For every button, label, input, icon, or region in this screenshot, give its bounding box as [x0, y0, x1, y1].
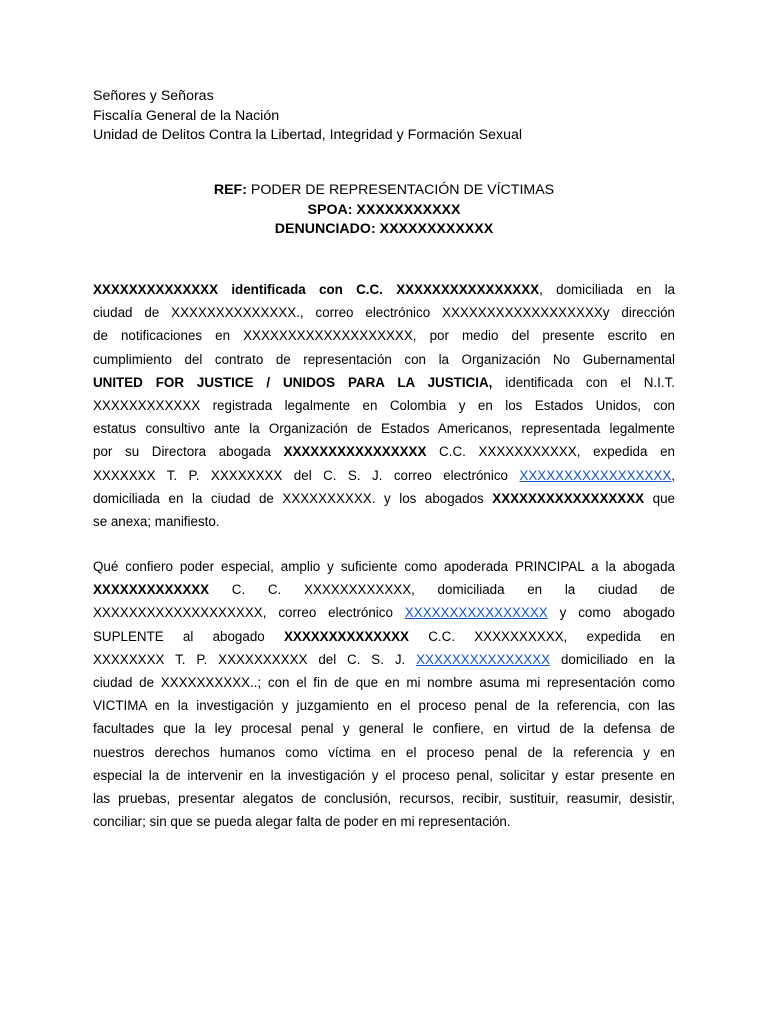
grantor-name: XXXXXXXXXXXXXX identificada con C.C. XXXXXXXXXXXXXXXX — [93, 282, 540, 297]
text-span: C.C. XXXXXXXXXXX, expedida en — [426, 444, 675, 460]
paragraph-line — [93, 648, 675, 671]
paragraph-line — [93, 440, 675, 463]
paragraph-power-grant — [93, 555, 675, 833]
denunciado-line: DENUNCIADO: XXXXXXXXXXXX — [274, 221, 494, 237]
paragraph-line — [93, 578, 675, 601]
paragraph-line — [93, 625, 675, 648]
lawyers-name: XXXXXXXXXXXXXXXXX — [492, 490, 645, 506]
principal-lawyer-name: XXXXXXXXXXXXX — [93, 582, 210, 598]
paragraph-line: conciliar; sin que se pueda alegar falta de poder en mi representación. — [93, 814, 511, 830]
paragraph-line: ciudad de XXXXXXXXXXXXXX., correo electrónico XXXXXXXXXXXXXXXXXXy dirección — [93, 305, 675, 321]
paragraph-line: XXXXXXXXXXXX registrada legalmente en Colombia y en los Estados Unidos, con — [93, 397, 675, 413]
paragraph-line: especial la de intervenir en la investigación y el proceso penal, solicitar y estar presente en — [93, 767, 675, 783]
principal-email-link[interactable]: XXXXXXXXXXXXXXXX — [404, 605, 548, 621]
text-span: domiciliado en la — [550, 651, 675, 667]
paragraph-line: cumplimiento del contrato de representación con la Organización No Gubernamental — [93, 351, 675, 367]
paragraph-line — [93, 487, 675, 510]
paragraph-line — [93, 601, 675, 624]
addressee-block — [93, 87, 693, 146]
paragraph-line: de notificaciones en XXXXXXXXXXXXXXXXXXX, por medio del presente escrito en — [93, 328, 675, 344]
text-span: SUPLENTE al abogado — [93, 628, 284, 644]
paragraph-line — [93, 464, 675, 487]
ref-label: REF: — [213, 182, 247, 198]
paragraph-line — [93, 278, 675, 301]
director-name: XXXXXXXXXXXXXXXX — [283, 444, 427, 460]
paragraph-line: estatus consultivo ante la Organización de Estados Americanos, representada legalmente — [93, 421, 675, 437]
text-span: C.C. XXXXXXXXXX, expedida en — [409, 628, 675, 644]
text-span: domiciliada en la ciudad de XXXXXXXXXX. y los abogados — [93, 490, 493, 506]
spoa-line: SPOA: XXXXXXXXXXX — [307, 201, 461, 218]
paragraph-line: se anexa; manifiesto. — [93, 513, 220, 529]
paragraph-line: facultades que la ley procesal penal y general le confiere, en virtud de la defensa de — [93, 721, 675, 737]
text-span: , domiciliada en la — [539, 282, 675, 297]
substitute-lawyer-name: XXXXXXXXXXXXXX — [283, 628, 409, 644]
organization-name: UNITED FOR JUSTICE / UNIDOS PARA LA JUSTICIA, — [93, 374, 493, 390]
text-span: , — [671, 467, 675, 483]
paragraph-line: VICTIMA en la investigación y juzgamiento en el proceso penal de la referencia, con las — [93, 698, 675, 714]
text-span: que — [644, 490, 675, 506]
ref-line — [93, 181, 675, 201]
text-span: y como abogado — [547, 605, 675, 621]
paragraph-line — [93, 371, 675, 394]
text-span: XXXXXXXX T. P. XXXXXXXXXX del C. S. J. — [93, 651, 417, 667]
paragraph-line: las pruebas, presentar alegatos de conclusión, recursos, recibir, sustituir, reasumir, desistir, — [93, 790, 675, 806]
paragraph-line: ciudad de XXXXXXXXXX..; con el fin de que en mi nombre asuma mi representación como — [93, 674, 675, 690]
paragraph-grantor — [93, 278, 675, 533]
ref-text: PODER DE REPRESENTACIÓN DE VÍCTIMAS — [246, 182, 555, 198]
text-span: XXXXXXXXXXXXXXXXXXX, correo electrónico — [93, 605, 405, 621]
addressee-line-3: Unidad de Delitos Contra la Libertad, Integridad y Formación Sexual — [93, 127, 523, 143]
paragraph-line: nuestros derechos humanos como víctima en el proceso penal de la referencia y en — [93, 744, 675, 760]
paragraph-line: Qué confiero poder especial, amplio y suficiente como apoderada PRINCIPAL a la abogada — [93, 559, 675, 574]
director-email-link[interactable]: XXXXXXXXXXXXXXXXX — [519, 467, 672, 483]
substitute-email-link[interactable]: XXXXXXXXXXXXXXX — [416, 651, 551, 667]
text-span: C. C. XXXXXXXXXXXX, domiciliada en la ciudad de — [209, 582, 675, 598]
addressee-line-2: Fiscalía General de la Nación — [93, 107, 280, 124]
text-span: XXXXXXX T. P. XXXXXXXX del C. S. J. correo electrónico — [93, 467, 520, 483]
addressee-line-1: Señores y Señoras — [93, 88, 214, 104]
text-span: identificada con el N.I.T. — [492, 374, 675, 390]
reference-block — [93, 181, 675, 240]
text-span: por su Directora abogada — [93, 444, 284, 460]
